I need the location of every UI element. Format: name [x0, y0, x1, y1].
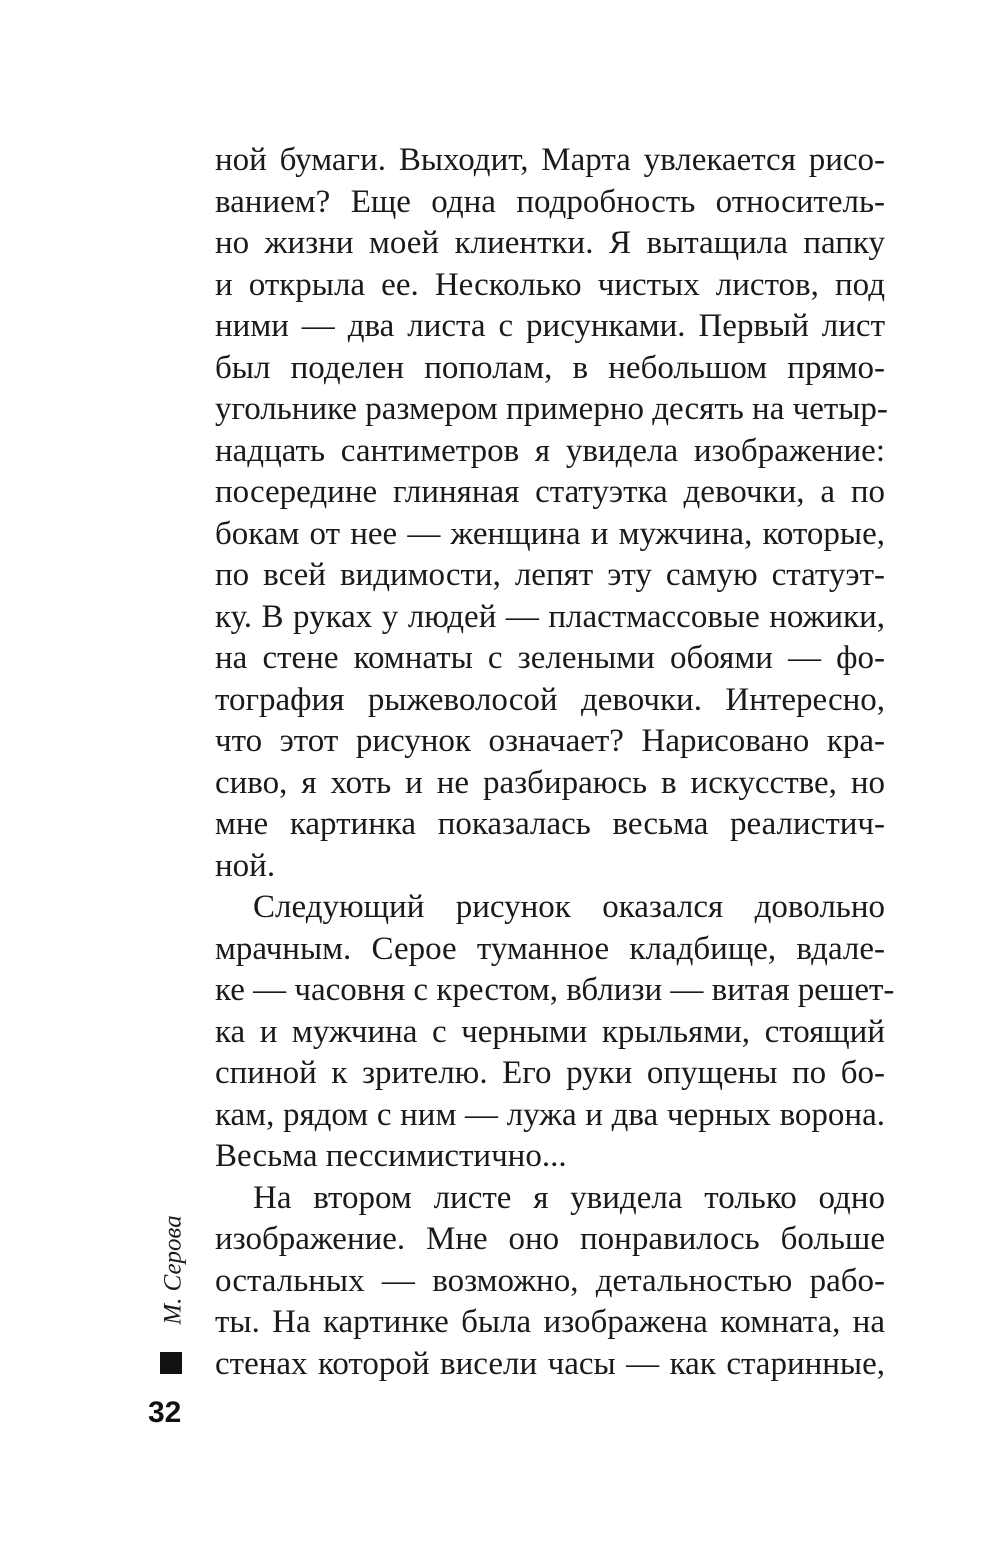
text-line: и открыла ее. Несколько чистых листов, под: [215, 266, 885, 303]
text-line: остальных — возможно, детальностью рабо-: [215, 1262, 885, 1299]
page-number: 32: [148, 1396, 182, 1429]
text-line: сиво, я хоть и не разбираюсь в искусстве, но: [215, 764, 885, 801]
text-line: на стене комнаты с зелеными обоями — фо-: [215, 640, 885, 676]
text-line: Весьма пессимистично...: [215, 1138, 567, 1174]
text-line: кам, рядом с ним — лужа и два черных ворона.: [215, 1096, 885, 1133]
text-line: по всей видимости, лепят эту самую статуэт-: [215, 557, 885, 593]
text-line: мрачным. Серое туманное кладбище, вдале-: [215, 930, 885, 967]
text-line: Следующий рисунок оказался довольно: [253, 889, 885, 925]
text-line: мне картинка показалась весьма реалистич-: [215, 806, 885, 842]
text-line: ке — часовня с крестом, вблизи — витая решет-: [215, 972, 895, 1008]
text-line: ку. В руках у людей — пластмассовые ножики,: [215, 598, 885, 635]
text-line: ванием? Еще одна подробность относитель-: [215, 183, 885, 220]
text-line: был поделен пополам, в небольшом прямо-: [215, 349, 885, 386]
text-line: На втором листе я увидела только одно: [253, 1179, 885, 1216]
text-line: что этот рисунок означает? Нарисовано кра-: [215, 723, 885, 759]
text-line: но жизни моей клиентки. Я вытащила папку: [215, 225, 885, 261]
text-line: изображение. Мне оно понравилось больше: [215, 1221, 885, 1257]
text-line: ной.: [215, 847, 276, 884]
body-text: [215, 140, 895, 1385]
text-line: ты. На картинке была изображена комната, на: [215, 1304, 885, 1340]
text-line: ними — два листа с рисунками. Первый лист: [215, 308, 885, 344]
text-line: ной бумаги. Выходит, Марта увлекается рисо-: [215, 142, 885, 178]
text-line: надцать сантиметров я увидела изображение:: [215, 432, 885, 469]
text-line: тография рыжеволосой девочки. Интересно,: [215, 681, 885, 718]
text-line: спиной к зрителю. Его руки опущены по бо-: [215, 1055, 885, 1091]
text-line: бокам от нее — женщина и мужчина, которые,: [215, 515, 885, 552]
running-head: [152, 1200, 196, 1340]
text-line: посередине глиняная статуэтка девочки, а по: [215, 474, 885, 510]
text-line: угольнике размером примерно десять на четыр-: [215, 391, 888, 427]
text-line: стенах которой висели часы — как старинные,: [215, 1345, 885, 1382]
text-line: ка и мужчина с черными крыльями, стоящий: [215, 1013, 885, 1050]
page-marker-square: [160, 1352, 182, 1374]
running-head-author: М. Серова: [160, 1215, 188, 1325]
